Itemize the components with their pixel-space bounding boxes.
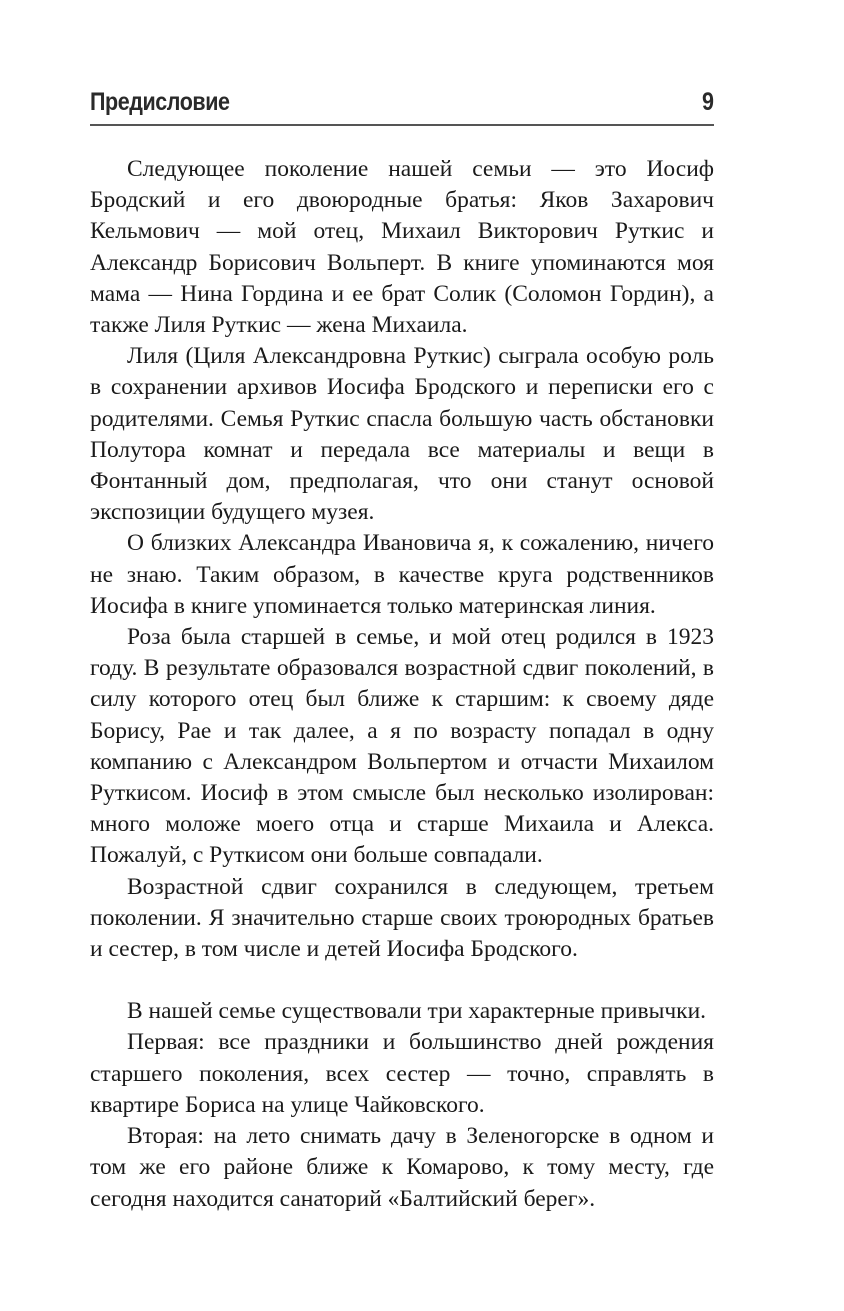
- chapter-title: Предисловие: [90, 88, 230, 116]
- page-number: 9: [702, 88, 714, 116]
- paragraph-5: Возрастной сдвиг сохранился в следующем, третьем поколении. Я значительно старше своих троюродных братьев и сестер, в том числе и детей Иосифа Бродского.: [90, 873, 714, 963]
- paragraph-8: Вторая: на лето снимать дачу в Зеленогорске в одном и том же его районе ближе к Комарово, к тому месту, где сегодня находится санаторий «Балтийский берег».: [90, 1123, 714, 1212]
- section-break: [90, 965, 714, 996]
- paragraph-6: В нашей семье существовали три характерные привычки.: [127, 998, 707, 1025]
- paragraph-3: О близких Александра Ивановича я, к сожалению, ничего не знаю. Таким образом, в качестве круга родственников Иосифа в книге упоминается только материнская линия.: [90, 530, 714, 619]
- body-text: [90, 154, 714, 1215]
- paragraph-2: Лиля (Циля Александровна Руткис) сыграла особую роль в сохранении архивов Иосифа Бродского и переписки его с родителями. Семья Руткис спасла большую часть обстановки Полутора комнат и передала все материалы и вещи в Фонтанный дом, предполагая, что они станут основой экспозиции будущего музея.: [90, 343, 714, 526]
- paragraph-7: Первая: все праздники и большинство дней рождения старшего поколения, всех сестер — точно, справлять в квартире Бориса на улице Чайковского.: [90, 1029, 714, 1118]
- running-header: [90, 86, 714, 126]
- paragraph-1: Следующее поколение нашей семьи — это Иосиф Бродский и его двоюродные братья: Яков Захарович Кельмович — мой отец, Михаил Викторович Руткис и Александр Борисович Вольперт. В книге упоминаются моя мама — Нина Гордина и ее брат Солик (Соломон Гордин), а также Лиля Руткис — жена Михаила.: [90, 156, 714, 339]
- paragraph-4: Роза была старшей в семье, и мой отец родился в 1923 году. В результате образовался возрастной сдвиг поколений, в силу которого отец был ближе к старшим: к своему дяде Борису, Рае и так далее, а я по возрасту попадал в одну компанию с Александром Вольпертом и отчасти Михаилом Руткисом. Иосиф в этом смысле был несколько изолирован: много моложе моего отца и старше Михаила и Алекса. Пожалуй, с Руткисом они больше совпадали.: [90, 624, 714, 869]
